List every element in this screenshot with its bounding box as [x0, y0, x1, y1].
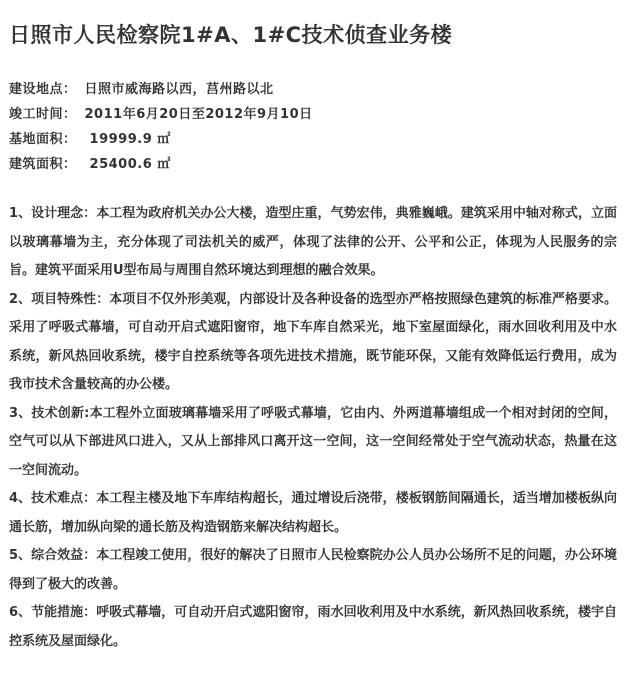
meta-row-completion-time [9, 102, 617, 127]
project-meta-list [9, 77, 617, 177]
meta-label: 竣工时间： [9, 107, 77, 123]
meta-label: 建设地点： [9, 82, 77, 98]
paragraph-tech-innovation: 3、技术创新:本工程外立面玻璃幕墙采用了呼吸式幕墙，它由内、外两道幕墙组成一个相对封闭的空间，空气可以从下部进风口进入，又从上部排风口离开这一空间，这一空间经常处于空气流动状态，热量在这一空间流动。 [9, 405, 617, 478]
meta-row-floor-area [9, 152, 617, 177]
paragraph-project-specialty: 2、项目特殊性：本项目不仅外形美观，内部设计及各种设备的选型亦严格按照绿色建筑的标准严格要求。采用了呼吸式幕墙，可自动开启式遮阳窗帘，地下车库自然采光，地下室屋面绿化，雨水回收利用及中水系统，新风热回收系统，楼宇自控系统等各项先进技术措施，既节能环保，又能有效降低运行费用，成为我市技术含量较高的办公楼。 [9, 291, 617, 393]
meta-row-location [9, 77, 617, 102]
paragraph-energy-saving: 6、节能措施：呼吸式幕墙，可自动开启式遮阳窗帘，雨水回收利用及中水系统，新风热回收系统，楼宇自控系统及屋面绿化。 [9, 605, 617, 649]
paragraph-design-concept: 1、设计理念：本工程为政府机关办公大楼，造型庄重，气势宏伟，典雅巍峨。建筑采用中轴对称式，立面以玻璃幕墙为主，充分体现了司法机关的威严，体现了法律的公开、公平和公正，体现为人民服务的宗旨。建筑平面采用U型布局与周围自然环境达到理想的融合效果。 [9, 206, 617, 279]
meta-value: 日照市威海路以西，莒州路以北 [84, 82, 274, 98]
meta-row-site-area [9, 127, 617, 152]
meta-value: 25400.6 ㎡ [84, 157, 171, 173]
paragraph-tech-difficulty: 4、技术难点：本工程主楼及地下车库结构超长，通过增设后浇带，楼板钢筋间隔通长，适当增加楼板纵向通长筋，增加纵向梁的通长筋及构造钢筋来解决结构超长。 [9, 491, 617, 535]
meta-value: 19999.9 ㎡ [84, 132, 171, 148]
document-body [9, 200, 617, 656]
meta-label: 基地面积： [9, 132, 77, 148]
meta-label: 建筑面积： [9, 157, 77, 173]
page-title: 日照市人民检察院1#A、1#C技术侦查业务楼 [9, 23, 453, 47]
meta-value: 2011年6月20日至2012年9月10日 [84, 107, 313, 123]
paragraph-overall-benefit: 5、综合效益：本工程竣工使用，很好的解决了日照市人民检察院办公人员办公场所不足的问题，办公环境得到了极大的改善。 [9, 548, 617, 592]
